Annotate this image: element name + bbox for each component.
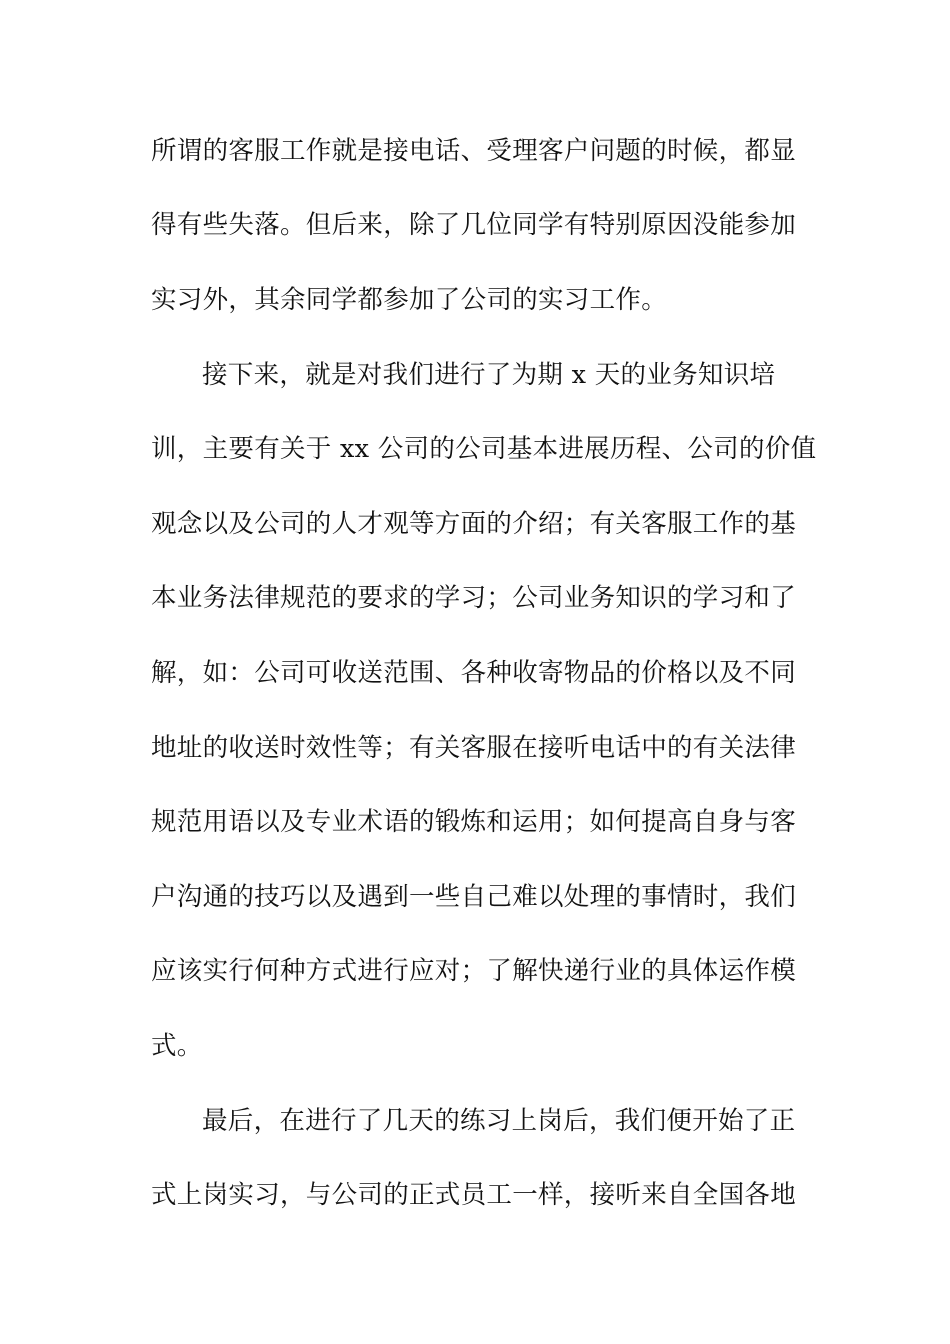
text-line: 应该实行何种方式进行应对；了解快递行业的具体运作模 bbox=[151, 956, 797, 986]
text-line: 最后，在进行了几天的练习上岗后，我们便开始了正 bbox=[202, 1106, 796, 1136]
text-line: 解，如：公司可收送范围、各种收寄物品的价格以及不同 bbox=[151, 658, 797, 688]
text-line: 地址的收送时效性等；有关客服在接听电话中的有关法律 bbox=[151, 733, 797, 763]
text-line: 得有些失落。但后来，除了几位同学有特别原因没能参加 bbox=[151, 210, 797, 240]
text-line: 本业务法律规范的要求的学习；公司业务知识的学习和了 bbox=[151, 583, 797, 613]
text-line: 式上岗实习，与公司的正式员工一样，接听来自全国各地 bbox=[151, 1180, 797, 1210]
text-line: 式。 bbox=[151, 1031, 203, 1061]
text-line: 接下来，就是对我们进行了为期 x 天的业务知识培 bbox=[202, 360, 776, 390]
text-line: 所谓的客服工作就是接电话、受理客户问题的时候，都显 bbox=[151, 136, 797, 166]
text-line: 训，主要有关于 xx 公司的公司基本进展历程、公司的价值 bbox=[151, 434, 817, 464]
text-line: 规范用语以及专业术语的锻炼和运用；如何提高自身与客 bbox=[151, 807, 797, 837]
text-line: 户沟通的技巧以及遇到一些自己难以处理的事情时，我们 bbox=[151, 882, 797, 912]
text-line: 观念以及公司的人才观等方面的介绍；有关客服工作的基 bbox=[151, 509, 797, 539]
text-line: 实习外，其余同学都参加了公司的实习工作。 bbox=[151, 285, 668, 315]
